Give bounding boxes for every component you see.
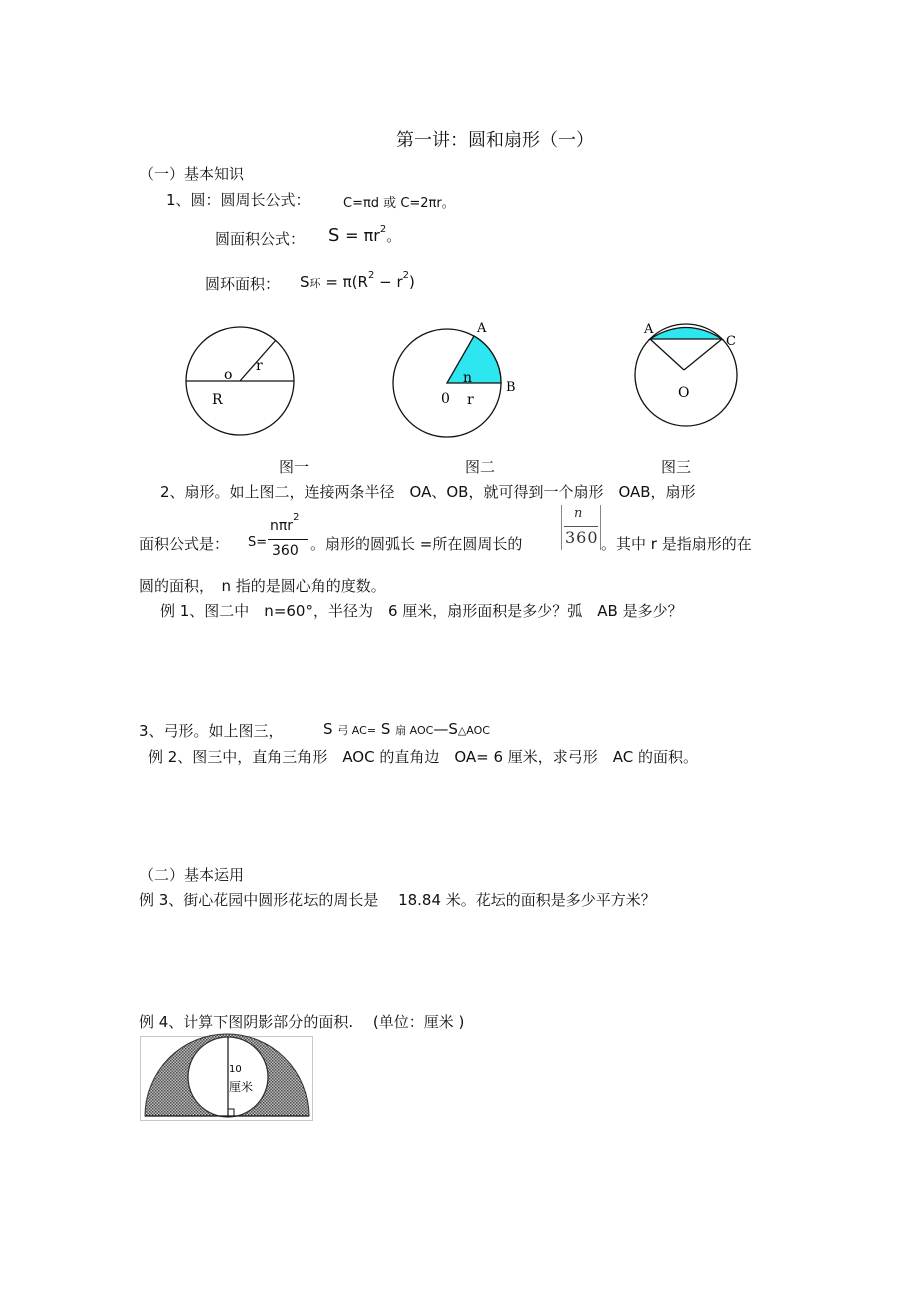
circle-area-label: 圆面积公式： (215, 230, 306, 248)
ring-formula-S: S (300, 273, 310, 291)
page-title: 第一讲：圆和扇形（一） (396, 130, 594, 151)
arc-ratio-image (561, 505, 601, 550)
fig3-segment (650, 328, 722, 340)
circumference-formula: C=πd 或 C=2πr。 (343, 196, 455, 211)
area-formula-S: S (328, 225, 340, 246)
section-heading-basic-application: （二）基本运用 (139, 866, 245, 884)
ring-area-label: 圆环面积： (205, 275, 281, 293)
arc-ratio-denominator: 360 (565, 528, 599, 547)
figure-one-circle (180, 320, 300, 444)
arc-ratio-numerator: n (574, 506, 583, 521)
figure-two-caption: 图二 (465, 458, 496, 476)
example-three: 例 3、街心花园中圆形花坛的周长是 18.84 米。花坛的面积是多少平方米？ (139, 891, 656, 909)
sector-formula-S: S= (248, 535, 268, 550)
ring-formula-exp2: 2 (402, 270, 409, 281)
sector-description-line3: 圆的面积， n 指的是圆心角的度数。 (139, 577, 386, 595)
fig1-o-label: o (224, 367, 233, 383)
fig1-R-label: R (212, 392, 223, 408)
sector-num-exp: 2 (293, 512, 300, 523)
length-label-unit: 厘米 (229, 1080, 254, 1094)
sector-arc-text: 。扇形的圆弧长 =所在圆周长的 (310, 535, 523, 553)
shaded-semicircle-figure (140, 1036, 313, 1122)
fig2-B-label: B (506, 380, 516, 395)
ring-formula-eq: = π(R (325, 273, 368, 291)
segment-formula-S2-sub: 扇 AOC (395, 724, 434, 737)
segment-formula-S3: S (448, 720, 458, 738)
segment-heading: 3、弓形。如上图三， (139, 722, 284, 740)
fig3-A-label: A (644, 322, 654, 337)
area-formula-exp: 2 (379, 224, 387, 235)
fig2-sector (447, 336, 501, 383)
arc-ratio-bar (564, 526, 598, 527)
fig3-radius-OA (650, 339, 684, 370)
ring-formula-minus: − r (374, 273, 403, 291)
segment-formula-dash: — (433, 720, 449, 738)
sector-fraction-numerator (270, 512, 300, 534)
sector-fraction-denominator: 360 (272, 543, 299, 559)
ring-formula-sub: 环 (309, 277, 321, 290)
fig2-A-label: A (477, 321, 487, 336)
ring-formula-exp1: 2 (367, 270, 375, 281)
sector-description-line1: 2、扇形。如上图二，连接两条半径 OA、OB，就可得到一个扇形 OAB，扇形 (160, 483, 696, 501)
fig2-n-label: n (463, 370, 473, 386)
figure-three-segment (630, 318, 750, 448)
segment-formula-S2: S (380, 720, 391, 738)
sector-fraction-bar (268, 539, 308, 540)
figure-two-sector (385, 318, 525, 448)
segment-formula (323, 720, 490, 738)
ring-formula-close: ) (409, 273, 415, 291)
sector-r-note: 。其中 r 是指扇形的在 (601, 535, 752, 553)
area-formula-end: 。 (386, 227, 402, 245)
figure-one-caption: 图一 (279, 458, 310, 476)
sector-area-formula-label: 面积公式是： (139, 535, 230, 553)
segment-formula-S1: S (323, 720, 333, 738)
fig2-o-label: 0 (441, 391, 450, 407)
sector-area-fraction (268, 514, 308, 566)
figure-three-caption: 图三 (661, 458, 692, 476)
segment-formula-S1-sub: 弓 AC= (337, 724, 377, 737)
example-four: 例 4、计算下图阴影部分的面积. (单位：厘米 ) (139, 1013, 465, 1031)
fig3-C-label: C (726, 334, 736, 349)
segment-formula-S3-sub: △AOC (457, 724, 490, 737)
fig3-O-label: O (678, 385, 690, 401)
example-one: 例 1、图二中 n=60°，半径为 6 厘米，扇形面积是多少？弧 AB 是多少？ (160, 602, 683, 620)
fig2-r-label: r (467, 392, 474, 408)
area-formula-eq: = πr (345, 226, 380, 245)
fig3-radius-OC (684, 339, 722, 370)
sector-num-text: nπr (270, 518, 294, 534)
length-label-number: 10 (229, 1064, 242, 1075)
ring-area-formula (300, 270, 415, 291)
circle-circumference-label: 1、圆：圆周长公式： (166, 191, 311, 209)
example-two: 例 2、图三中，直角三角形 AOC 的直角边 OA= 6 厘米，求弓形 AC 的面积。 (148, 748, 699, 766)
section-heading-basic-knowledge: （一）基本知识 (139, 165, 245, 183)
fig1-r-label: r (256, 358, 263, 374)
area-formula (328, 225, 401, 246)
